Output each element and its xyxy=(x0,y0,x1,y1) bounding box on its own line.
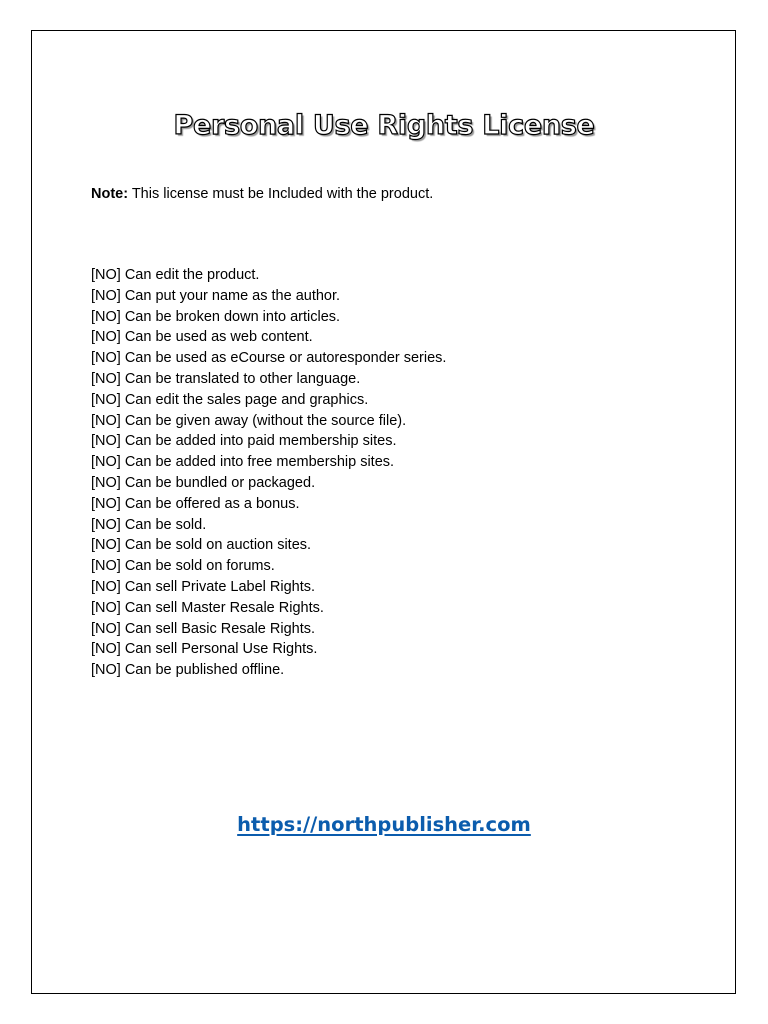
note-text: This license must be Included with the product. xyxy=(128,186,434,202)
rights-item: [NO] Can be sold on forums. xyxy=(91,558,275,575)
note-label: Note: xyxy=(91,186,129,202)
rights-item: [NO] Can be sold. xyxy=(91,516,207,533)
rights-item: [NO] Can put your name as the author. xyxy=(91,287,341,304)
rights-item: [NO] Can be broken down into articles. xyxy=(91,308,341,325)
rights-item: [NO] Can sell Private Label Rights. xyxy=(91,578,316,595)
rights-item: [NO] Can be added into free membership sites. xyxy=(91,454,395,471)
rights-list xyxy=(91,265,446,681)
document-title: Personal Use Rights License xyxy=(173,110,595,141)
rights-item: [NO] Can be bundled or packaged. xyxy=(91,474,316,491)
rights-item: [NO] Can be added into paid membership sites. xyxy=(91,433,397,450)
website-link[interactable]: https://northpublisher.com xyxy=(237,813,531,836)
rights-item: [NO] Can sell Master Resale Rights. xyxy=(91,599,324,616)
rights-item: [NO] Can sell Personal Use Rights. xyxy=(91,641,318,658)
rights-item: [NO] Can be given away (without the source file). xyxy=(91,412,407,429)
rights-item: [NO] Can sell Basic Resale Rights. xyxy=(91,620,316,637)
rights-item: [NO] Can be published offline. xyxy=(91,662,285,679)
rights-item: [NO] Can be offered as a bonus. xyxy=(91,495,300,512)
rights-item: [NO] Can be translated to other language. xyxy=(91,370,361,387)
rights-item: [NO] Can be sold on auction sites. xyxy=(91,537,312,554)
website-link-container xyxy=(0,810,768,840)
rights-item: [NO] Can be used as web content. xyxy=(91,329,313,346)
rights-item: [NO] Can edit the product. xyxy=(91,267,260,283)
rights-item: [NO] Can edit the sales page and graphics. xyxy=(91,391,369,408)
rights-item: [NO] Can be used as eCourse or autoresponder series. xyxy=(91,350,447,367)
note-line xyxy=(91,184,433,204)
